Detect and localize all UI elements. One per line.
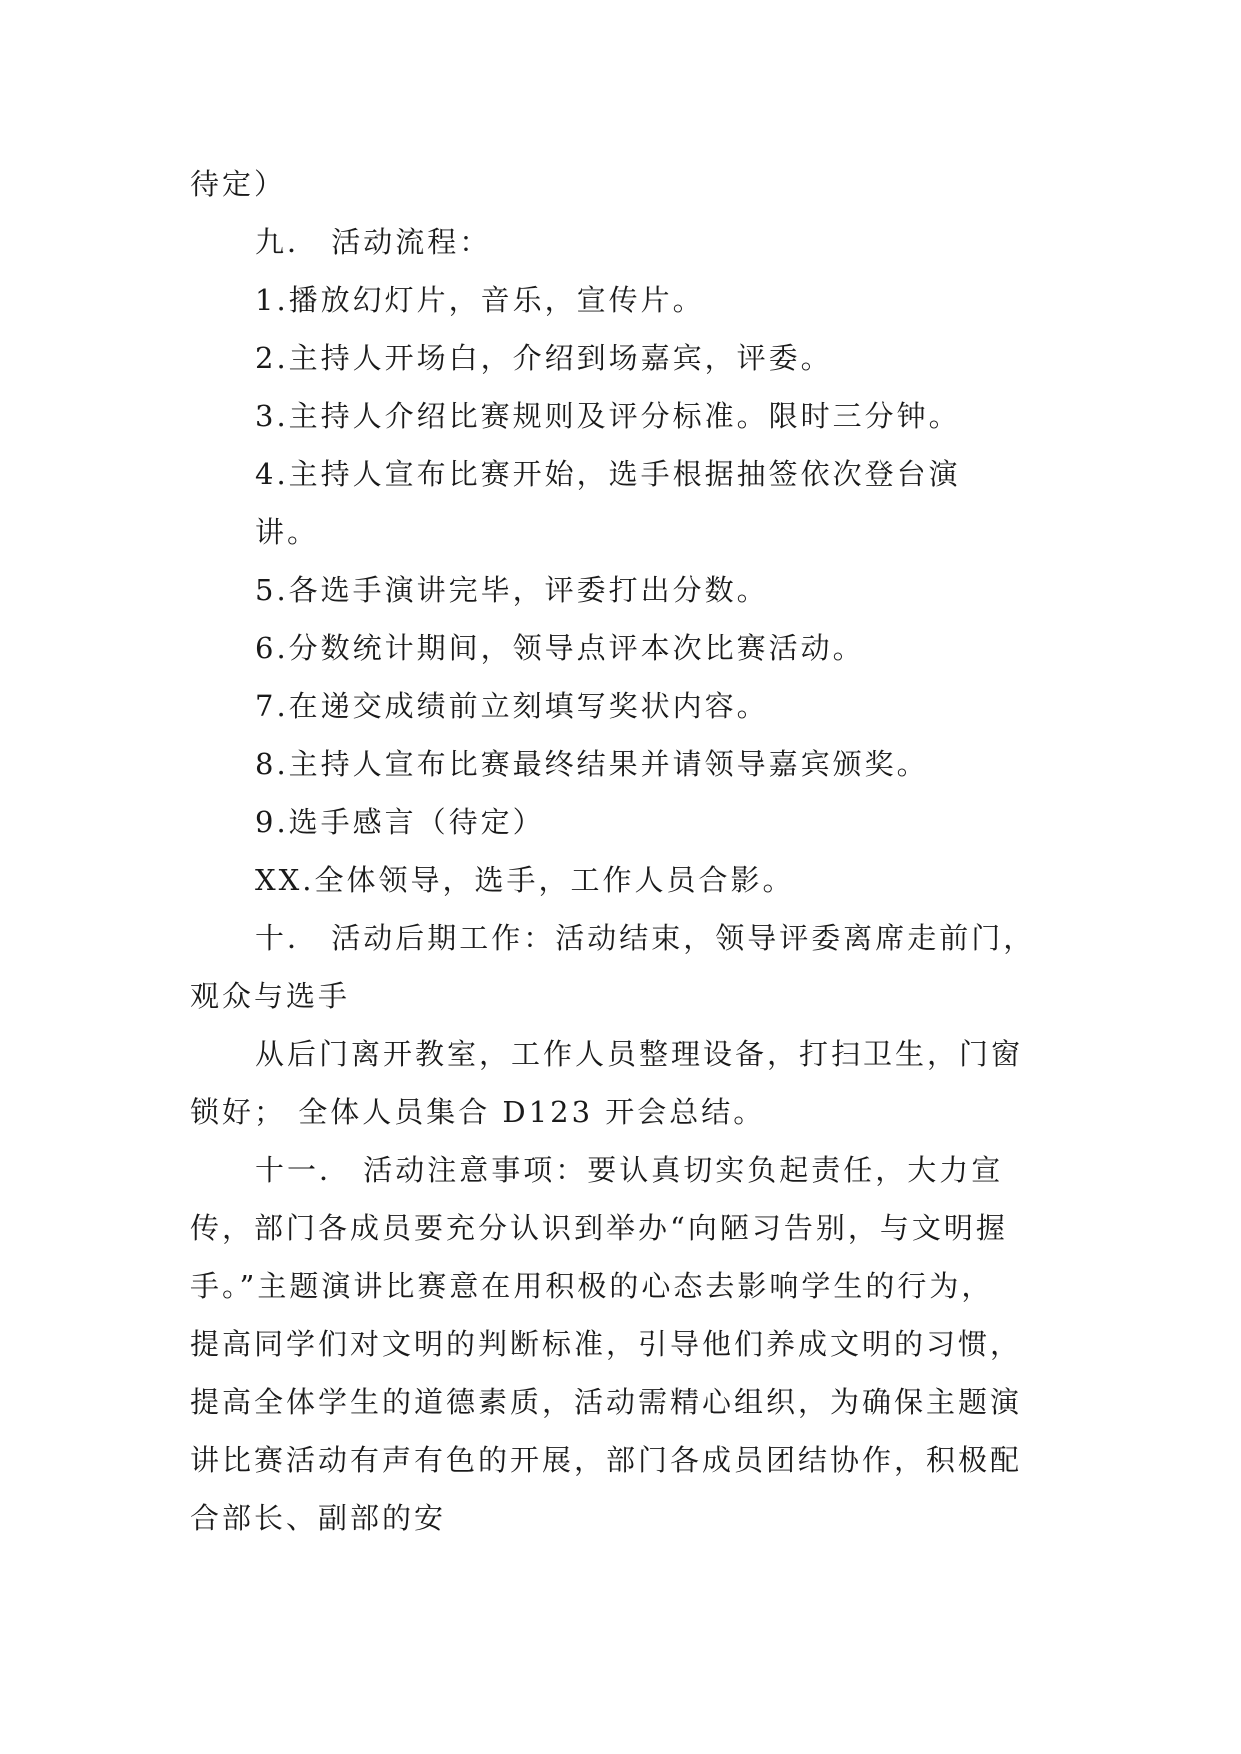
text-line: 观众与选手 <box>190 979 351 1013</box>
text-line: 锁好； 全体人员集合 D123 开会总结。 <box>190 1095 766 1129</box>
list-item: XX.全体领导，选手，工作人员合影。 <box>255 863 795 897</box>
list-item: 7.在递交成绩前立刻填写奖状内容。 <box>255 689 769 723</box>
list-item: 4.主持人宣布比赛开始，选手根据抽签依次登台演 <box>255 457 961 491</box>
list-item: 2.主持人开场白，介绍到场嘉宾，评委。 <box>255 341 833 375</box>
section-heading: 十． 活动后期工作：活动结束，领导评委离席走前门， <box>255 921 1036 955</box>
section-heading: 十一． 活动注意事项：要认真切实负起责任，大力宣 <box>255 1153 1004 1187</box>
list-item: 9.选手感言（待定） <box>255 805 545 839</box>
text-line: 从后门离开教室，工作人员整理设备，打扫卫生，门窗 <box>255 1037 1024 1071</box>
list-item: 8.主持人宣布比赛最终结果并请领导嘉宾颁奖。 <box>255 747 929 781</box>
text-line: 讲。 <box>255 515 320 549</box>
section-heading: 九． 活动流程： <box>255 225 492 259</box>
text-line: 传，部门各成员要充分认识到举办“向陋习告别，与文明握 <box>190 1211 1008 1245</box>
text-line: 合部长、副部的安 <box>190 1501 447 1535</box>
text-line: 提高同学们对文明的判断标准，引导他们养成文明的习惯， <box>190 1327 1023 1361</box>
text-line: 手。”主题演讲比赛意在用积极的心态去影响学生的行为， <box>190 1269 994 1303</box>
list-item: 1.播放幻灯片，音乐，宣传片。 <box>255 283 705 317</box>
list-item: 3.主持人介绍比赛规则及评分标准。限时三分钟。 <box>255 399 961 433</box>
text-line: 提高全体学生的道德素质，活动需精心组织，为确保主题演 <box>190 1385 1023 1419</box>
list-item: 5.各选手演讲完毕，评委打出分数。 <box>255 573 769 607</box>
text-line: 讲比赛活动有声有色的开展，部门各成员团结协作，积极配 <box>190 1443 1023 1477</box>
text-line: 待定） <box>190 167 287 201</box>
list-item: 6.分数统计期间，领导点评本次比赛活动。 <box>255 631 865 665</box>
